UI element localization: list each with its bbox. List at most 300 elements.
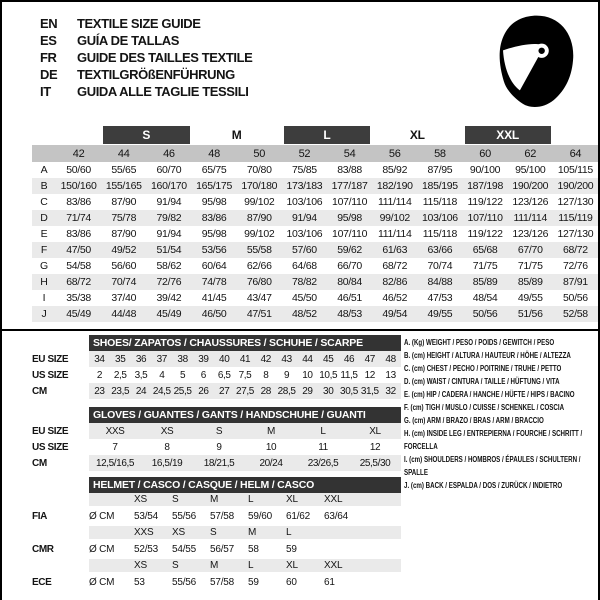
helmet-value: 57/58 [210,576,235,588]
helmet-size-row [32,559,401,572]
size-value: 103/106 [286,196,323,208]
shoes-value: 37 [156,353,167,365]
row-letter: E [40,228,48,240]
helmet-size: XS [134,560,147,571]
shoes-value: 3,5 [134,369,148,381]
gloves-value: M [267,425,275,437]
row-label: CM [32,457,47,469]
size-column-header: 44 [117,147,130,160]
size-group-s: S [103,126,189,144]
shoes-value: 30,5 [340,385,358,397]
helmet-size: M [210,560,219,571]
size-value: 45/49 [66,308,91,320]
size-value: 68/72 [382,260,408,272]
size-value: 68/72 [66,276,91,288]
size-group-xl: XL [409,128,425,142]
size-value: 75/85 [292,164,317,176]
size-value: 111/114 [513,212,547,224]
shoes-value: 6 [200,369,206,381]
gloves-title: GLOVES / GUANTES / GANTS / HANDSCHUHE / GUANTI [89,407,401,423]
shoes-value: 2 [96,369,102,381]
shoes-value: 32 [385,385,396,397]
gloves-row [32,423,401,439]
size-value: 127/130 [557,228,594,240]
legend-item: H. (cm) INSIDE LEG / ENTREPIERNA / FOURCHE / SCHRITT / FORCELLA [404,428,583,451]
shoes-value: 5 [180,369,186,381]
row-letter: C [40,196,48,208]
gloves-value: 9 [216,441,222,453]
shoes-value: 34 [94,353,105,365]
helmet-value: 59 [248,576,259,588]
legend-item: E. (cm) HIP / CADERA / HANCHE / HÜFTE / HIPS / BACINO [404,389,575,399]
size-value: 65/75 [201,164,227,176]
helmet-value: 59/60 [248,510,273,522]
shoes-row [32,367,401,383]
gloves-header-row [32,407,401,423]
helmet-section [32,477,401,592]
size-value: 95/100 [515,164,546,176]
standard-label: ECE [32,576,52,588]
size-value: 71/74 [66,212,91,224]
helmet-values [89,506,401,526]
size-group-l: L [284,126,370,144]
language-row [40,32,252,49]
shoes-value: 43 [281,353,292,365]
shoes-row [32,351,401,367]
row-label: CM [32,385,47,397]
size-value: 75/78 [111,212,137,224]
language-row [40,49,252,66]
helmet-value: 53/54 [134,510,159,522]
size-value: 87/91 [563,276,588,288]
language-title: GUÍA DE TALLAS [77,33,180,48]
size-value: 103/106 [421,212,458,224]
helmet-sizes [89,526,401,539]
size-value: 66/70 [337,260,362,272]
language-code: IT [40,84,51,99]
size-value: 46/51 [337,292,362,304]
gloves-value: 12 [369,441,381,453]
helmet-data-row [32,572,401,592]
size-value: 43/47 [246,292,272,304]
language-title: TEXTILE SIZE GUIDE [77,16,201,31]
language-title: GUIDE DES TAILLES TEXTILE [77,50,253,65]
shoes-value: 46 [343,353,355,365]
textile-row [32,242,598,258]
size-value: 67/70 [517,244,543,256]
size-value: 182/190 [376,180,413,192]
size-value: 51/56 [517,308,543,320]
size-value: 45/49 [156,308,182,320]
size-value: 49/54 [382,308,408,320]
helmet-size: L [248,494,254,505]
gloves-value: L [320,425,326,437]
size-value: 50/56 [563,292,588,304]
size-value: 119/122 [467,228,503,240]
shoes-value: 26 [198,385,209,397]
size-group-m: M [231,128,242,142]
helmet-icon [489,13,581,109]
shoes-value: 25,5 [173,385,192,397]
helmet-title: HELMET / CASCO / CASQUE / HELM / CASCO [89,477,401,493]
size-group-xxl: XXL [465,126,551,144]
size-column-header: 52 [298,147,311,160]
size-value: 90/100 [469,164,501,176]
size-value: 119/122 [467,196,503,208]
row-letter: D [40,212,48,224]
size-value: 56/60 [111,260,137,272]
size-column-header: 42 [72,147,85,160]
size-value: 91/94 [156,228,182,240]
size-value: 39/42 [156,292,182,304]
shoes-value: 44 [302,353,313,365]
textile-row [32,210,598,226]
helmet-value: 61 [324,576,335,588]
gloves-section [32,407,401,471]
gloves-rows [32,423,401,471]
size-value: 48/52 [292,308,317,320]
textile-row [32,274,598,290]
row-letter: H [40,276,48,288]
gloves-value: S [215,425,223,437]
size-value: 48/54 [472,292,498,304]
gloves-values [89,423,401,439]
shoes-value: 30 [323,385,334,397]
size-value: 83/88 [337,164,362,176]
textile-row [32,162,598,178]
size-column-header: 48 [208,147,220,160]
size-value: 41/45 [201,292,227,304]
size-value: 95/98 [337,212,362,224]
helmet-value: 63/64 [324,510,349,522]
helmet-size: XL [286,494,298,505]
language-title: GUIDA ALLE TAGLIE TESSILI [77,84,249,99]
size-value: 111/114 [377,228,412,240]
shoes-value: 39 [198,353,209,365]
size-value: 103/106 [286,228,323,240]
size-value: 83/86 [201,212,227,224]
legend-item: C. (cm) CHEST / PECHO / POITRINE / TRUHE / PETTO [404,363,562,373]
shoes-value: 23,5 [111,385,130,397]
shoes-value: 31,5 [360,385,379,397]
shoes-value: 36 [135,353,147,365]
size-value: 173/183 [286,180,323,192]
shoes-value: 28 [260,385,271,397]
size-value: 47/51 [246,308,272,320]
size-column-header: 54 [343,147,356,160]
size-value: 50/60 [66,164,91,176]
size-value: 48/53 [337,308,362,320]
shoes-value: 48 [385,353,396,365]
gloves-values [89,439,401,455]
size-value: 123/126 [512,196,549,208]
shoes-value: 23 [94,385,105,397]
helmet-value: 53 [134,576,145,588]
shoes-value: 6,5 [217,369,231,381]
shoes-value: 47 [364,353,375,365]
helmet-size: XL [286,560,298,571]
helmet-sizes [89,493,401,506]
size-value: 85/89 [472,276,498,288]
shoes-value: 27 [219,385,230,397]
textile-row [32,290,598,306]
helmet-size: S [210,527,217,538]
unit-cell: Ø CM [89,543,115,555]
gloves-row [32,439,401,455]
size-value: 61/63 [382,244,408,256]
textile-row [32,194,598,210]
shoes-title: SHOES/ ZAPATOS / CHAUSSURES / SCHUHE / SCARPE [89,335,401,351]
size-column-header: 56 [388,147,401,160]
size-value: 71/75 [517,260,543,272]
size-value: 80/84 [337,276,362,288]
helmet-value: 61/62 [286,510,311,522]
gloves-value: XL [369,425,381,437]
language-code: ES [40,33,57,48]
size-value: 87/95 [427,164,453,176]
gloves-value: XXS [105,425,125,437]
size-value: 177/187 [331,180,368,192]
shoes-value: 8 [263,369,269,381]
standard-label: FIA [32,510,47,522]
size-value: 99/102 [244,228,275,240]
helmet-value: 60 [286,576,297,588]
shoes-header-row [32,335,401,351]
shoes-value: 10 [302,369,313,381]
size-value: 123/126 [512,228,549,240]
size-value: 58/62 [156,260,182,272]
shoes-value: 35 [115,353,126,365]
textile-rows [32,162,598,322]
helmet-values [89,572,401,592]
size-group-row [32,125,598,145]
size-value: 185/195 [421,180,458,192]
shoes-value: 27,5 [236,385,254,397]
shoes-value: 42 [260,353,271,365]
row-label: US SIZE [32,369,69,381]
size-value: 50/56 [472,308,498,320]
size-column-header: 64 [569,147,582,160]
size-value: 190/200 [557,180,594,192]
size-value: 79/82 [156,212,182,224]
size-value: 115/118 [422,196,458,208]
shoes-value: 13 [385,369,396,381]
size-value: 54/58 [66,260,91,272]
size-value: 45/50 [292,292,317,304]
size-value: 62/66 [246,260,272,272]
size-value: 71/75 [472,260,498,272]
gloves-value: 23/26,5 [307,457,339,469]
helmet-data-row [32,506,401,526]
shoes-value: 45 [323,353,334,365]
size-value: 95/98 [201,228,227,240]
language-code: DE [40,67,58,82]
size-value: 111/114 [377,196,412,208]
helmet-value: 58 [248,543,259,555]
size-value: 72/76 [563,260,588,272]
gloves-value: 10 [265,441,277,453]
language-row [40,83,252,100]
helmet-value: 57/58 [210,510,235,522]
row-label: US SIZE [32,441,69,453]
legend-item: D. (cm) WAIST / CINTURA / TAILLE / HÜFTUNG / VITA [404,376,560,386]
shoes-value: 29 [302,385,313,397]
textile-row [32,306,598,322]
gloves-value: 20/24 [259,457,283,469]
size-value: 155/165 [105,180,142,192]
size-value: 95/98 [201,196,227,208]
size-value: 70/74 [111,276,137,288]
size-value: 107/110 [467,212,503,224]
shoes-rows [32,351,401,399]
unit-cell: Ø CM [89,510,115,522]
helmet-value: 56/57 [210,543,235,555]
size-column-header: 58 [434,147,446,160]
textile-size-table [32,125,598,322]
shoes-value: 2,5 [113,369,127,381]
size-value: 49/52 [111,244,137,256]
language-code: EN [40,16,58,31]
size-value: 85/89 [517,276,543,288]
textile-row [32,258,598,274]
legend-item: J. (cm) BACK / ESPALDA / DOS / ZURÜCK / INDIETRO [404,480,563,490]
size-value: 87/90 [111,228,137,240]
size-value: 107/110 [332,228,368,240]
row-label: EU SIZE [32,353,69,365]
language-code: FR [40,50,57,65]
shoes-value: 24 [135,385,147,397]
size-value: 84/88 [427,276,453,288]
helmet-rows [32,493,401,592]
language-title: TEXTILGRÖßENFÜHRUNG [77,67,235,82]
textile-row [32,226,598,242]
row-letter: J [41,308,47,320]
size-value: 160/170 [150,180,187,192]
shoes-value: 38 [177,353,188,365]
gloves-value: 25,5/30 [359,457,391,469]
row-label: EU SIZE [32,425,69,437]
size-value: 46/52 [382,292,408,304]
helmet-size: M [210,494,219,505]
size-value: 165/175 [196,180,232,192]
gloves-value: 7 [112,441,118,453]
size-value: 46/50 [201,308,227,320]
size-number-row [32,145,598,162]
size-value: 87/90 [246,212,272,224]
size-value: 72/76 [156,276,182,288]
size-value: 82/86 [382,276,408,288]
legend-item: A. (Kg) WEIGHT / PESO / POIDS / GEWITCH / PESO [404,337,555,347]
size-value: 170/180 [241,180,278,192]
size-value: 65/68 [472,244,498,256]
size-value: 115/119 [558,212,593,224]
shoes-values [89,367,401,383]
helmet-size: L [248,560,254,571]
size-value: 47/53 [427,292,453,304]
size-value: 35/38 [66,292,91,304]
standard-label: CMR [32,543,54,555]
shoes-value: 40 [219,353,230,365]
unit-cell: Ø CM [89,576,115,588]
shoes-value: 28,5 [277,385,296,397]
shoes-value: 7,5 [238,369,252,381]
size-value: 85/92 [382,164,408,176]
size-value: 70/80 [246,164,272,176]
size-value: 52/58 [563,308,588,320]
size-value: 70/74 [427,260,453,272]
size-value: 99/102 [244,196,275,208]
gloves-value: 12,5/16,5 [95,457,135,469]
legend-item: I. (cm) SHOULDERS / HOMBROS / ÉPAULES / SCHULTERN / SPALLE [404,454,581,477]
shoes-value: 10,5 [319,369,338,381]
size-value: 91/94 [292,212,317,224]
helmet-sizes [89,559,401,572]
size-value: 115/118 [422,228,458,240]
size-value: 87/90 [111,196,137,208]
gloves-value: XS [160,425,174,437]
gloves-value: 11 [318,441,328,453]
size-value: 64/68 [292,260,317,272]
size-column-header: 46 [163,147,175,160]
shoes-value: 41 [239,353,251,365]
size-value: 78/82 [292,276,317,288]
size-value: 107/110 [332,196,368,208]
helmet-values [89,539,401,559]
shoes-value: 11,5 [340,369,358,381]
helmet-size-row [32,526,401,539]
shoes-values [89,383,401,399]
size-value: 49/55 [427,308,453,320]
helmet-size: XS [134,494,147,505]
gloves-value: 8 [164,441,170,453]
measurement-legend [404,336,597,492]
size-value: 44/48 [111,308,137,320]
shoes-value: 4 [159,369,165,381]
size-value: 51/54 [156,244,182,256]
helmet-size: S [172,560,179,571]
row-letter: A [40,164,48,176]
legend-item: G. (cm) ARM / BRAZO / BRAS / ARM / BRACCIO [404,415,544,425]
size-value: 105/115 [557,164,593,176]
helmet-data-row [32,539,401,559]
gloves-values [89,455,401,471]
shoes-value: 9 [284,369,290,381]
helmet-size: XXS [134,527,154,538]
size-value: 49/55 [517,292,543,304]
size-value: 59/62 [337,244,362,256]
helmet-header-row [32,477,401,493]
size-value: 60/64 [201,260,227,272]
language-row [40,66,252,83]
section-divider [2,329,600,331]
shoes-value: 24,5 [152,385,171,397]
helmet-size: XXL [324,560,343,571]
legend-item: B. (cm) HEIGHT / ALTURA / HAUTEUR / HÖHE / ALTEZZA [404,350,571,360]
size-column-header: 60 [479,147,491,160]
helmet-size-row [32,493,401,506]
size-column-header: 62 [524,147,537,160]
size-value: 190/200 [512,180,549,192]
helmet-size: M [248,527,257,538]
size-value: 74/78 [201,276,227,288]
row-letter: B [40,180,48,192]
gloves-value: 16,5/19 [151,457,183,469]
helmet-value: 55/56 [172,510,197,522]
shoes-values [89,351,401,367]
legend-item: F. (cm) TIGH / MUSLO / CUISSE / SCHENKEL / COSCIA [404,402,565,412]
row-letter: G [40,260,48,272]
size-value: 60/70 [156,164,182,176]
